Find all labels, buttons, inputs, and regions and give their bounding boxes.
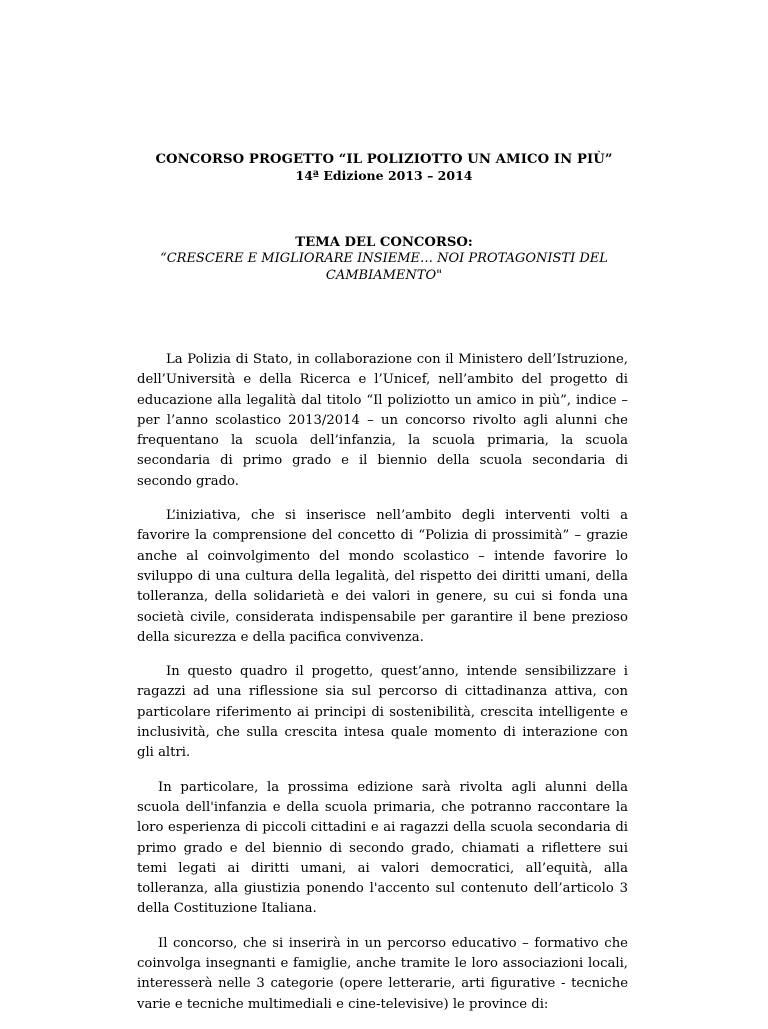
edition-subtitle: 14ª Edizione 2013 – 2014 bbox=[295, 168, 473, 183]
paragraph-provinces: Il concorso, che si inserirà in un percorso educativo – formativo che coinvolga insegnanti e famiglie, anche tramite le loro associazioni locali, interesserà nelle 3 categorie (opere letterarie, arti figurative - tecniche varie e tecniche multimediali e cine-televisive) le province di: bbox=[137, 935, 628, 1012]
body-text bbox=[137, 350, 628, 1029]
paragraph-intro: La Polizia di Stato, in collaborazione con il Ministero dell’Istruzione, dell’Università e della Ricerca e l’Unicef, nell’ambito del progetto di educazione alla legalità dal titolo “Il poliziotto un amico in più”, indice – per l’anno scolastico 2013/2014 – un concorso rivolto agli alunni che frequentano la scuola dell’infanzia, la scuola primaria, la scuola secondaria di primo grado e il biennio della scuola secondaria di secondo grado. bbox=[137, 352, 628, 489]
theme-text: “CRESCERE E MIGLIORARE INSIEME… NOI PROTAGONISTI DEL CAMBIAMENTO" bbox=[160, 251, 608, 283]
document-header bbox=[0, 152, 768, 184]
paragraph-framework: In questo quadro il progetto, quest’anno, intende sensibilizzare i ragazzi ad una riflessione sia sul percorso di cittadinanza attiva, con particolare riferimento ai principi di sostenibilità, crescita intelligente e inclusività, che sulla crescita intesa quale momento di interazione con gli altri. bbox=[137, 664, 628, 761]
paragraph-initiative: L’iniziativa, che si inserisce nell’ambito degli interventi volti a favorire la comprensione del concetto di “Polizia di prossimità” – grazie anche al coinvolgimento del mondo scolastico – intende favorire lo sviluppo di una cultura della legalità, del rispetto dei diritti umani, della tolleranza, della solidarietà e dei valori in genere, su cui si fonda una società civile, considerata indispensabile per garantire il bene prezioso della sicurezza e della pacifica convivenza. bbox=[137, 508, 628, 645]
document-title: CONCORSO PROGETTO “IL POLIZIOTTO UN AMICO IN PIÙ” bbox=[155, 152, 613, 167]
theme-heading: TEMA DEL CONCORSO: bbox=[295, 235, 473, 250]
paragraph-details: In particolare, la prossima edizione sarà rivolta agli alunni della scuola dell'infanzia e della scuola primaria, che potranno raccontare la loro esperienza di piccoli cittadini e ai ragazzi della scuola secondaria di primo grado e del biennio di secondo grado, chiamati a riflettere sui temi legati ai diritti umani, ai valori democratici, all’equità, alla tolleranza, alla giustizia ponendo l'accento sul contenuto dell’articolo 3 della Costituzione Italiana. bbox=[137, 779, 628, 917]
theme-section bbox=[0, 235, 768, 284]
